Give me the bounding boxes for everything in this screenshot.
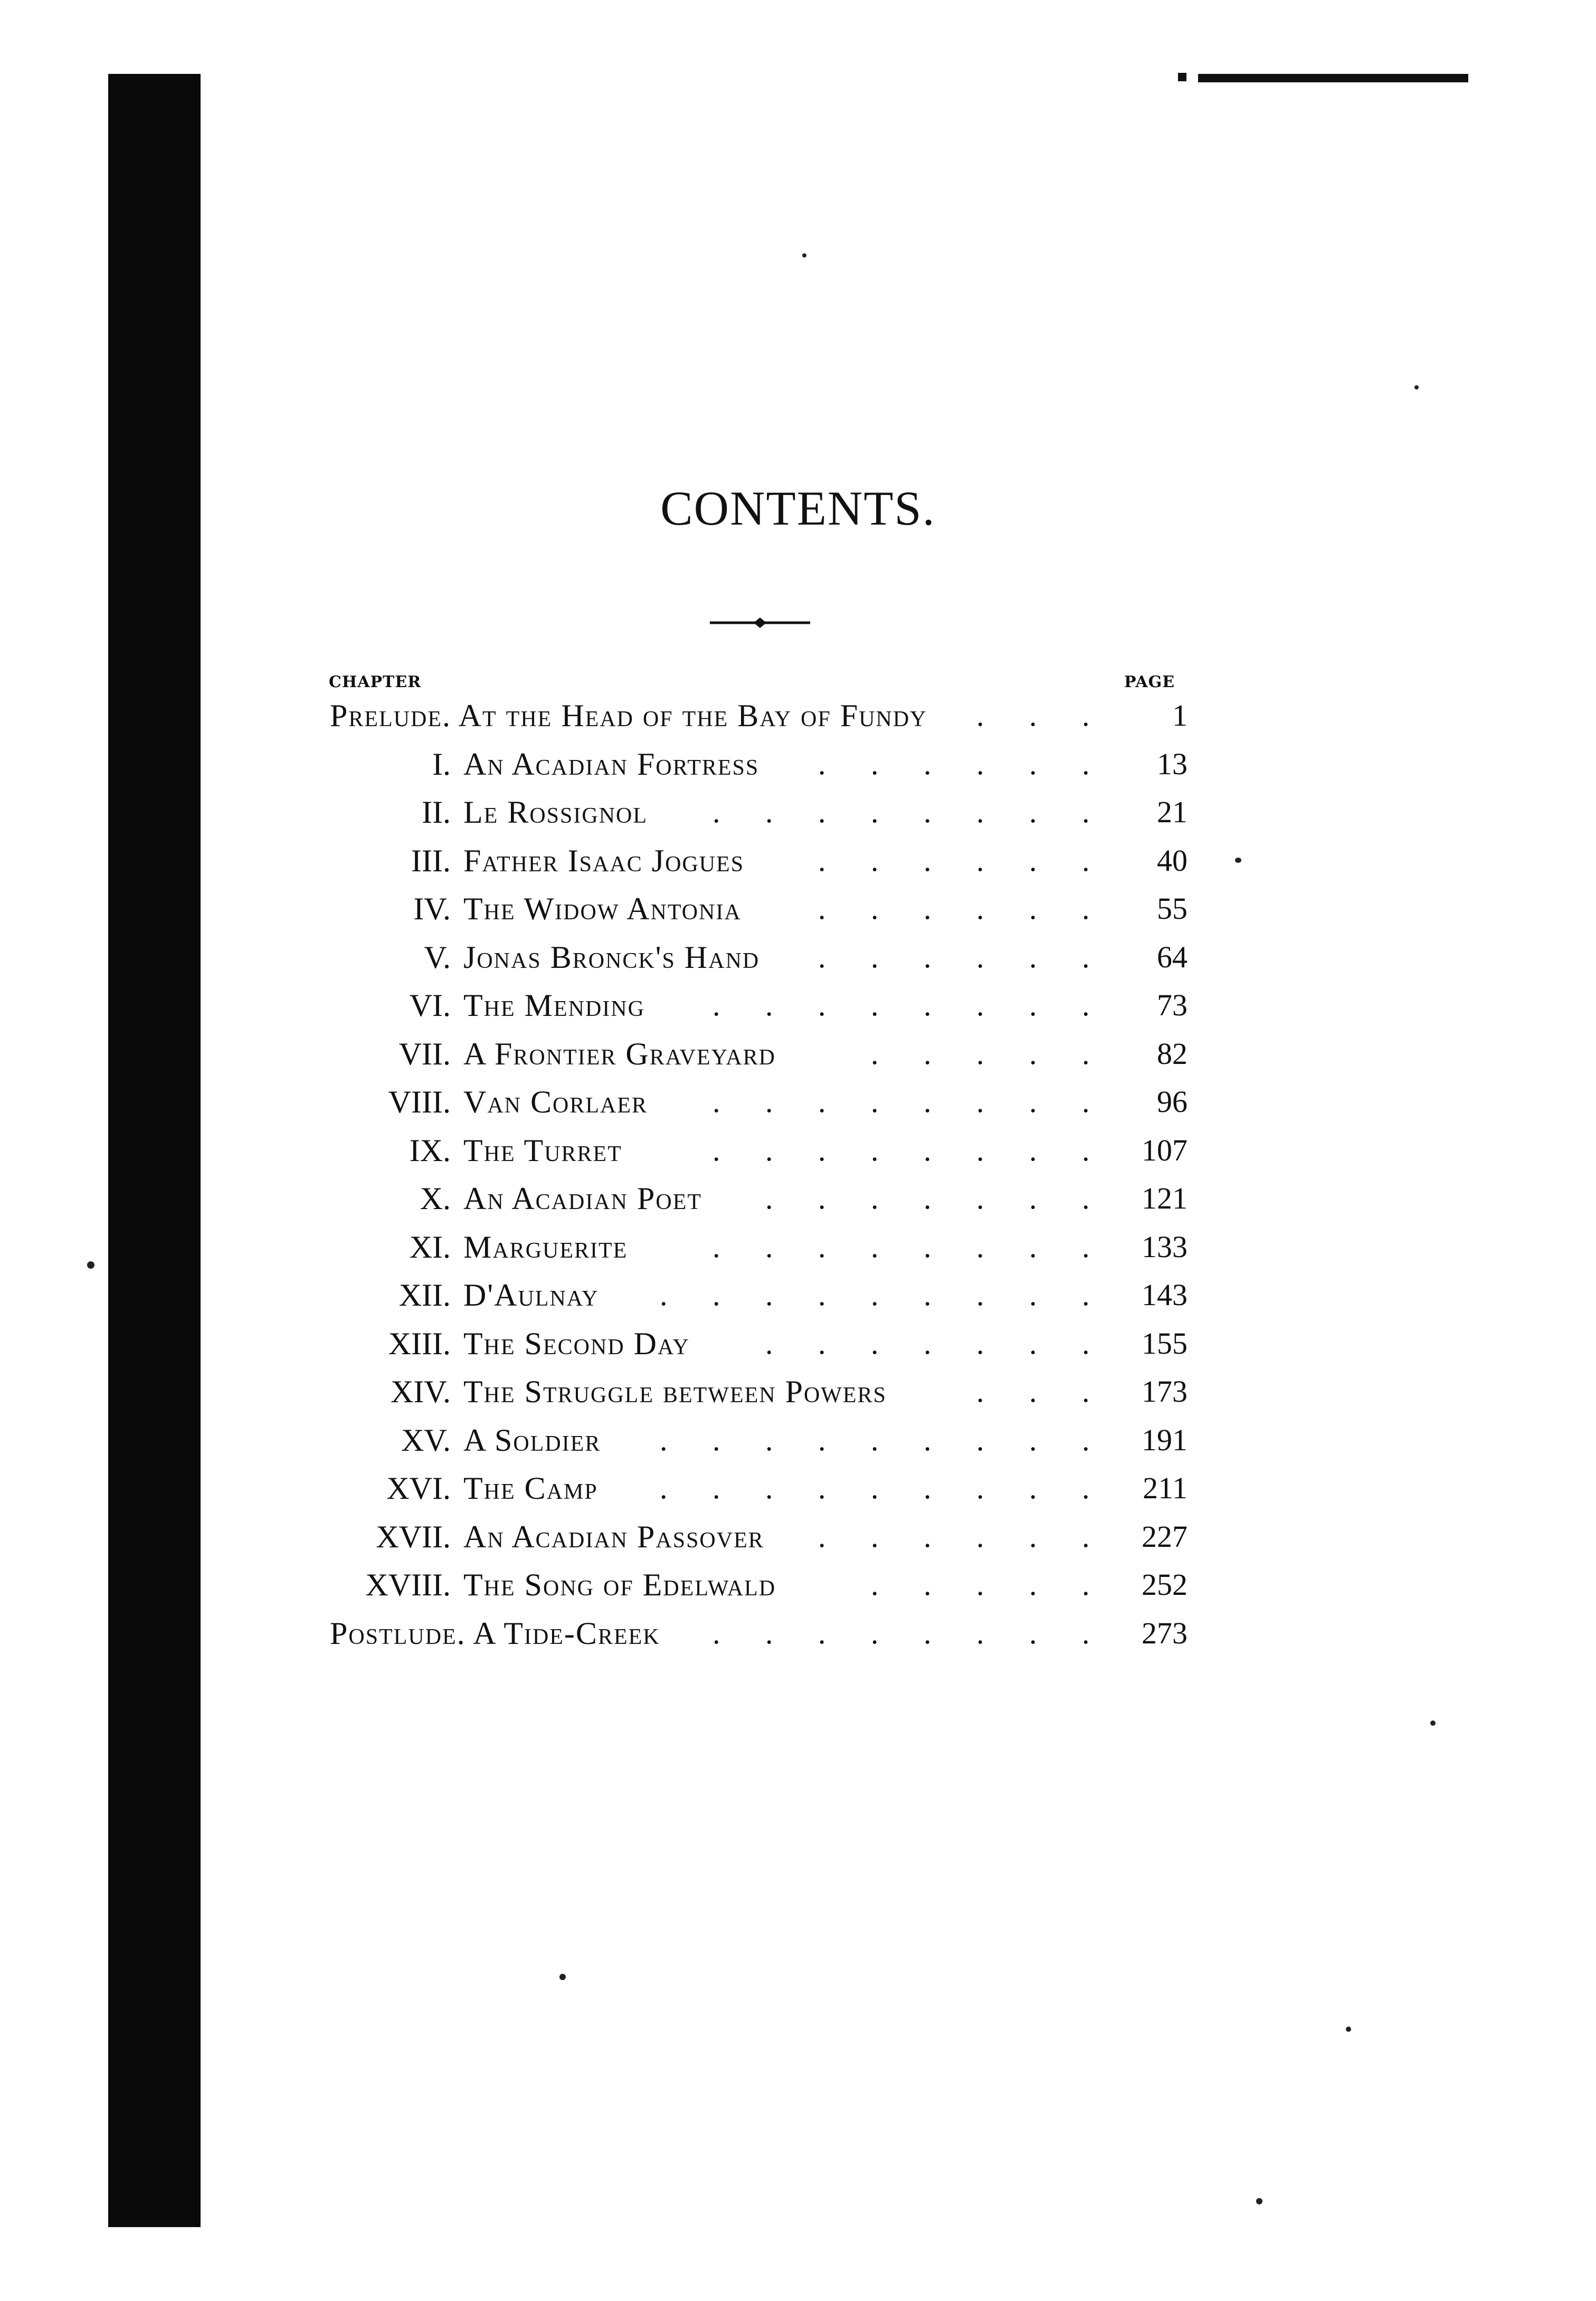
toc-entry: I. An Acadian Fortress 13 . . . . . . (0, 740, 1596, 788)
toc-entry: Postlude. A Tide-Creek 273 . . . . . . . . (0, 1609, 1596, 1658)
page-number: 133 (1142, 1229, 1188, 1264)
page-number: 227 (1142, 1519, 1188, 1554)
toc-entry: III. Father Isaac Jogues 40 . . . . . . (0, 836, 1596, 885)
chapter-number: XVI. (386, 1471, 451, 1506)
page-number: 82 (1157, 1036, 1188, 1071)
scan-speck (1346, 2027, 1351, 2032)
chapter-title: The Song of Edelwald (463, 1567, 776, 1602)
page-number: 55 (1157, 891, 1188, 926)
chapter-number: IX. (409, 1133, 451, 1168)
page-number: 121 (1142, 1181, 1188, 1215)
chapter-title: Marguerite (463, 1229, 628, 1264)
toc-entry: XIV. The Struggle between Powers 173 . . . (0, 1367, 1596, 1416)
chapter-title: An Acadian Fortress (463, 746, 759, 782)
chapter-title: The Turret (463, 1133, 622, 1168)
chapter-number: V. (424, 939, 451, 975)
toc-entry: IV. The Widow Antonia 55 . . . . . . (0, 885, 1596, 933)
chapter-number: XVII. (376, 1519, 451, 1554)
chapter-title: The Struggle between Powers (463, 1374, 887, 1409)
ornament-divider (707, 612, 813, 633)
chapter-number: VIII. (388, 1085, 451, 1119)
scan-speck (1414, 385, 1419, 389)
chapter-number: I. (432, 746, 451, 782)
chapter-title: The Mending (463, 988, 645, 1023)
scan-speck (1235, 858, 1241, 863)
scan-speck (802, 253, 806, 258)
chapter-title: D'Aulnay (463, 1278, 599, 1313)
page-number: 13 (1157, 746, 1188, 781)
toc-entry: VI. The Mending 73 . . . . . . . . (0, 981, 1596, 1030)
page-number: 191 (1142, 1422, 1188, 1457)
scan-mark (1178, 73, 1186, 81)
page-title: CONTENTS. (660, 481, 936, 535)
chapter-number: IV. (413, 891, 451, 926)
toc-entry: XV. A Soldier 191 . . . . . . . . . (0, 1416, 1596, 1465)
chapter-title: The Second Day (463, 1326, 690, 1361)
page-number: 211 (1143, 1471, 1188, 1505)
toc-entry: V. Jonas Bronck's Hand 64 . . . . . . (0, 933, 1596, 982)
chapter-title: Le Rossignol (463, 795, 648, 830)
chapter-title: Father Isaac Jogues (463, 843, 745, 878)
toc-entry: IX. The Turret 107 . . . . . . . . (0, 1126, 1596, 1175)
chapter-number: VI. (409, 988, 451, 1023)
toc-entry: X. An Acadian Poet 121 . . . . . . . (0, 1174, 1596, 1223)
toc-entry: XVIII. The Song of Edelwald 252 . . . . . (0, 1561, 1596, 1609)
chapter-title: Prelude. At the Head of the Bay of Fundy (330, 698, 927, 733)
chapter-title: An Acadian Poet (463, 1181, 702, 1216)
toc-entry: XIII. The Second Day 155 . . . . . . . (0, 1319, 1596, 1368)
chapter-title: An Acadian Passover (463, 1519, 764, 1554)
page-number: 155 (1142, 1326, 1188, 1361)
chapter-number: XVIII. (365, 1567, 451, 1602)
toc-entry: Prelude. At the Head of the Bay of Fundy 1 . . . (0, 691, 1596, 740)
chapter-number: XII. (398, 1278, 451, 1313)
page-number: 143 (1142, 1278, 1188, 1312)
page-number: 107 (1142, 1133, 1188, 1167)
page-number: 252 (1142, 1567, 1188, 1602)
chapter-number: II. (422, 795, 451, 830)
chapter-title: The Camp (463, 1471, 598, 1506)
toc-entry: XI. Marguerite 133 . . . . . . . . (0, 1223, 1596, 1271)
column-header-chapter: CHAPTER (329, 673, 422, 691)
chapter-number: X. (420, 1181, 451, 1216)
toc-entry: VIII. Van Corlaer 96 . . . . . . . . (0, 1078, 1596, 1126)
page-number: 1 (1172, 698, 1188, 733)
page-number: 73 (1157, 988, 1188, 1022)
chapter-number: XV. (401, 1422, 451, 1458)
toc-entry: XVI. The Camp 211 . . . . . . . . . (0, 1464, 1596, 1513)
column-header-page: PAGE (1124, 673, 1175, 691)
scan-speck (1430, 1720, 1436, 1726)
chapter-title: Postlude. A Tide-Creek (330, 1615, 660, 1651)
page-number: 21 (1157, 795, 1188, 829)
chapter-title: A Frontier Graveyard (463, 1036, 776, 1071)
chapter-title: Van Corlaer (463, 1085, 648, 1119)
chapter-number: III. (411, 843, 451, 878)
page-number: 273 (1142, 1615, 1188, 1650)
chapter-number: XI. (409, 1229, 451, 1264)
toc-entry: VII. A Frontier Graveyard 82 . . . . . (0, 1030, 1596, 1078)
page-number: 64 (1157, 939, 1188, 974)
chapter-number: VII. (398, 1036, 451, 1071)
toc-entry: XII. D'Aulnay 143 . . . . . . . . . (0, 1271, 1596, 1319)
chapter-title: Jonas Bronck's Hand (463, 939, 760, 975)
scan-speck (87, 1261, 94, 1269)
page-number: 96 (1157, 1085, 1188, 1119)
scan-speck (559, 1974, 566, 1980)
page-number: 173 (1142, 1374, 1188, 1409)
scan-speck (1256, 2198, 1262, 2204)
page-number: 40 (1157, 843, 1188, 878)
chapter-number: XIII. (388, 1326, 451, 1361)
toc-entry: II. Le Rossignol 21 . . . . . . . . (0, 788, 1596, 836)
chapter-number: XIV. (391, 1374, 451, 1409)
top-rule (1198, 74, 1468, 82)
toc-entry: XVII. An Acadian Passover 227 . . . . . . (0, 1513, 1596, 1561)
chapter-title: A Soldier (463, 1422, 601, 1458)
chapter-title: The Widow Antonia (463, 891, 742, 926)
